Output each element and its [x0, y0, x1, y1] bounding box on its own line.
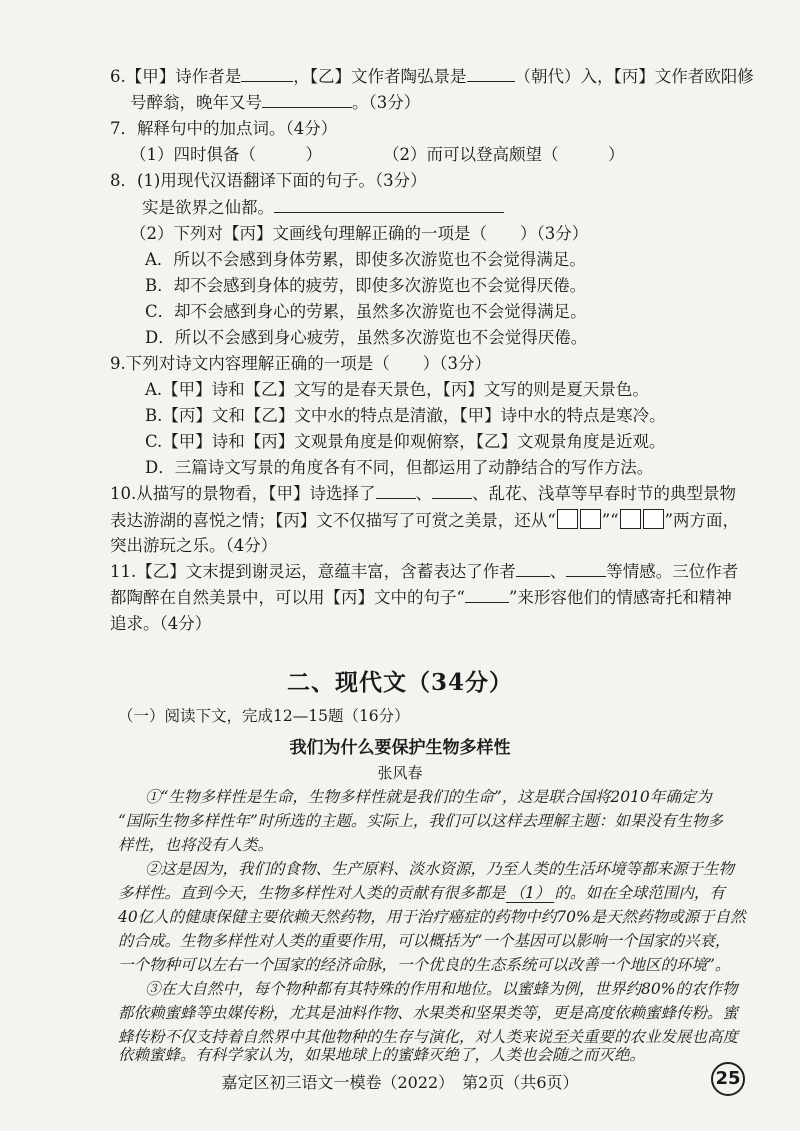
article-blank-1[interactable]: （1） [506, 884, 555, 903]
q6-text-b: ，【乙】文作者陶弘景是 [293, 67, 467, 86]
q6-blank-3[interactable] [262, 93, 352, 108]
q11-text-a: 11.【乙】文末提到谢灵运，意蕴丰富，含蓄表达了作者 [110, 562, 516, 581]
q8-option-a: A．所以不会感到身体劳累，即使多次游览也不会觉得满足。 [145, 250, 586, 269]
article-line-12: 依赖蜜蜂。有科学家认为，如果地球上的蜜蜂灭绝了，人类也会随之而灭绝。 [118, 1046, 646, 1064]
q11-line3: 追求。（4分） [110, 614, 212, 633]
article-line-5-a: 多样性。直到今天，生物多样性对人类的贡献有很多都是 [118, 884, 506, 902]
q9-stem: 9.下列对诗文内容理解正确的一项是（ ）（3分） [110, 354, 491, 373]
article-line-3: 样性，也将没有人类。 [118, 836, 274, 854]
article-line-1: ①“生物多样性是生命，生物多样性就是我们的生命”，这是联合国将2010年确定为 [145, 788, 712, 806]
q8-option-c: C．却不会感到身心的劳累，虽然多次游览也不会觉得满足。 [145, 302, 587, 321]
section-title: 二、现代文（34分） [286, 669, 513, 696]
article-line-7: 的合成。生物多样性对人类的重要作用，可以概括为“一个基因可以影响一个国家的兴衰， [118, 932, 731, 950]
q11-blank-3[interactable] [465, 588, 509, 603]
article-author: 张风春 [377, 764, 423, 782]
q7-item-2: （2）而可以登高颇望（ ） [383, 145, 625, 164]
q10-text-b: 、 [415, 484, 432, 503]
q6-line2 [130, 92, 420, 114]
q9-option-d: D．三篇诗文写景的角度各有不同，但都运用了动静结合的写作方法。 [145, 458, 654, 477]
article-line-5-b: 的。如在全球范围内，有 [554, 884, 725, 902]
q10-text-e: ”“ [601, 511, 619, 530]
q11-text-e: ”来形容他们的情感寄托和精神 [508, 588, 732, 607]
q10-text-d: 表达游湖的喜悦之情；【丙】文不仅描写了可赏之美景，还从“ [110, 511, 556, 530]
q6-text-e: 。（3分） [352, 93, 421, 112]
article-line-6: 40亿人的健康保健主要依赖天然药物，用于治疗癌症的药物中约70%是天然药物或源于自然 [118, 908, 746, 926]
q8-stem: 8．(1)用现代汉语翻译下面的句子。（3分） [110, 171, 427, 190]
page-footer: 嘉定区初三语文一模卷（2022） 第2页（共6页） [221, 1073, 579, 1092]
q8-sentence-text: 实是欲界之仙都。 [142, 198, 274, 217]
q10-text-c: 、乱花、浅草等早春时节的典型景物 [472, 484, 736, 503]
q10-line2 [110, 509, 739, 532]
q6-text-d: 号醉翁，晚年又号 [130, 93, 262, 112]
q11-text-b: 、 [549, 562, 567, 581]
q10-box-4[interactable] [643, 509, 664, 529]
q10-line3: 突出游玩之乐。（4分） [110, 536, 278, 555]
q11-text-d: 都陶醉在自然美景中，可以用【丙】文中的句子“ [110, 588, 465, 607]
article-line-10: 都依赖蜜蜂等虫媒传粉，尤其是油料作物、水果类和坚果类等，更是高度依赖蜜蜂传粉。蜜 [118, 1004, 739, 1022]
q6-text-c: （朝代）入，【丙】文作者欧阳修 [514, 67, 754, 86]
q10-box-3[interactable] [620, 509, 641, 529]
q6-text-a: 6.【甲】诗作者是 [110, 67, 242, 86]
q11-text-c: 等情感。三位作者 [606, 562, 739, 581]
q11-line2 [110, 587, 732, 609]
q8-sentence [142, 197, 504, 219]
q10-box-1[interactable] [557, 509, 578, 529]
q9-option-b: B.【丙】文和【乙】文中水的特点是清澈，【甲】诗中水的特点是寒冷。 [145, 406, 666, 425]
article-title: 我们为什么要保护生物多样性 [289, 738, 511, 758]
article-line-11: 蜂传粉不仅支持着自然界中其他物种的生存与演化，对人类来说至关重要的农业发展也高度 [118, 1028, 739, 1046]
article-line-8: 一个物种可以左右一个国家的经济命脉，一个优良的生态系统可以改善一个地区的环境”。 [118, 956, 731, 974]
q8-sub2: （2）下列对【丙】文画线句理解正确的一项是（ ）（3分） [130, 224, 589, 243]
q11-blank-1[interactable] [516, 562, 550, 577]
q8-option-b: B．却不会感到身体的疲劳，即使多次游览也不会觉得厌倦。 [145, 276, 587, 295]
q10-text-a: 10.从描写的景物看，【甲】诗选择了 [110, 484, 376, 503]
q7-stem: 7．解释句中的加点词。（4分） [110, 119, 338, 138]
q6-line1 [110, 66, 754, 88]
page-number-circle: 25 [711, 1062, 745, 1096]
q6-blank-1[interactable] [241, 67, 293, 82]
q10-blank-1[interactable] [376, 484, 416, 499]
q8-option-d: D．所以不会感到身心疲劳，虽然多次游览也不会觉得厌倦。 [145, 328, 588, 347]
q11-blank-2[interactable] [566, 562, 606, 577]
q8-translation-blank[interactable] [274, 198, 504, 213]
article-line-9: ③在大自然中，每个物种都有其特殊的作用和地位。以蜜蜂为例，世界约80%的农作物 [145, 980, 738, 998]
q10-box-2[interactable] [580, 509, 601, 529]
article-line-4: ②这是因为，我们的食物、生产原料、淡水资源，乃至人类的生活环境等都来源于生物 [145, 860, 735, 878]
q10-line1 [110, 483, 736, 505]
part1-heading: （一）阅读下文，完成12—15题（16分） [118, 707, 410, 725]
article-line-2: “国际生物多样性年”时所选的主题。实际上，我们可以这样去理解主题：如果没有生物多 [118, 812, 723, 830]
q6-blank-2[interactable] [467, 67, 515, 82]
q10-blank-2[interactable] [432, 484, 472, 499]
q10-text-f: ”两方面， [664, 511, 739, 530]
q9-option-a: A.【甲】诗和【乙】文写的是春天景色，【丙】文写的则是夏天景色。 [145, 380, 649, 399]
q9-option-c: C.【甲】诗和【丙】文观景角度是仰观俯察，【乙】文观景角度是近观。 [145, 432, 666, 451]
q11-line1 [110, 561, 738, 583]
q7-item-1: （1）四时俱备（ ） [130, 145, 322, 164]
article-line-5 [118, 882, 725, 904]
